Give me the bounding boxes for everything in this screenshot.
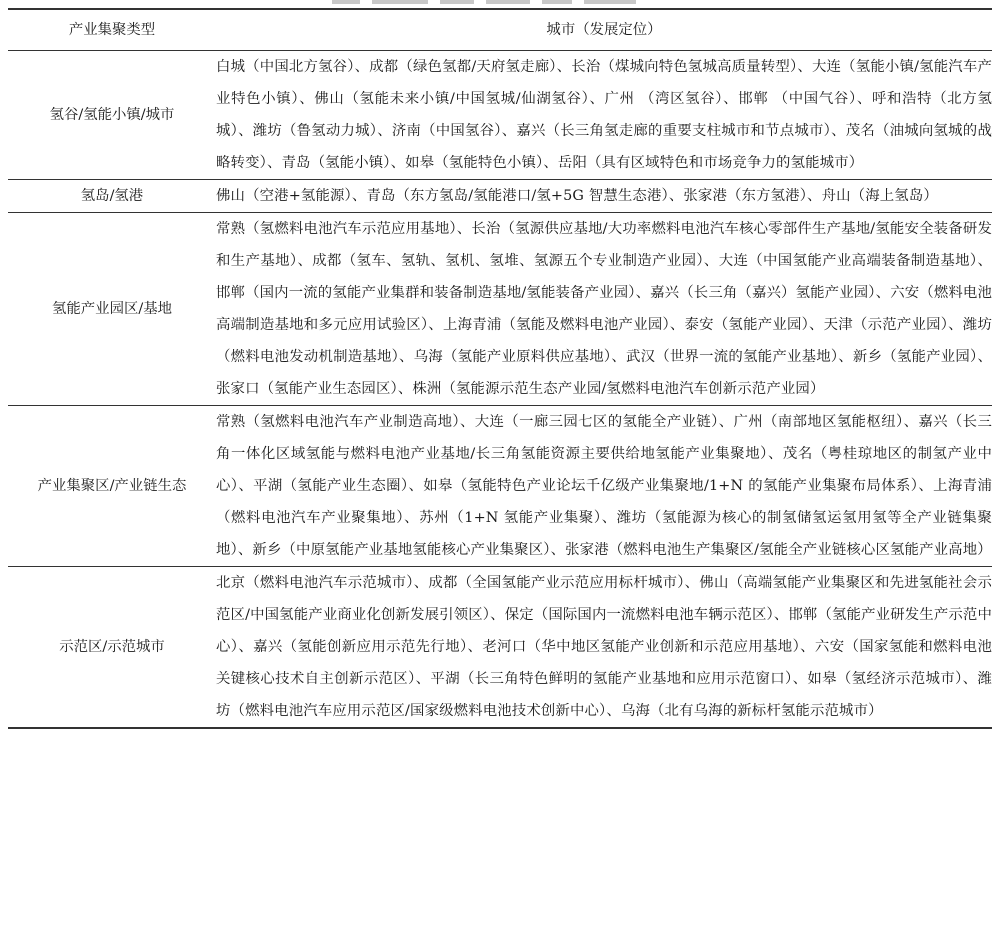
city-list-cell: 常熟（氢燃料电池汽车示范应用基地）、长治（氢源供应基地/大功率燃料电池汽车核心零部件生产基地/氢能安全装备研发和生产基地）、成都（氢车、氢轨、氢机、氢堆、氢源五个专业制造产业园）、大连（中国氢能产业高端装备制造基地）、邯郸（国内一流的氢能产业集群和装备制造基地/氢能装备产业园）、嘉兴（长三角（嘉兴）氢能产业园）、六安（燃料电池高端制造基地和多元应用试验区）、上海青浦（氢能及燃料电池产业园）、泰安（氢能产业园）、天津（示范产业园）、潍坊（燃料电池发动机制造基地）、乌海（氢能产业原料供应基地）、武汉（世界一流的氢能产业基地）、新乡（氢能产业园）、张家口（氢能产业生态园区）、株洲（氢能源示范生态产业园/氢燃料电池汽车创新示范产业园）: [216, 221, 992, 397]
city-list-cell: 白城（中国北方氢谷）、成都（绿色氢都/天府氢走廊）、长治（煤城向特色氢城高质量转型）、大连（氢能小镇/氢能汽车产业特色小镇）、佛山（氢能未来小镇/中国氢城/仙湖氢谷）、广州 （湾区氢谷）、邯郸 （中国气谷）、呼和浩特（北方氢城）、潍坊（鲁氢动力城）、济南（中国氢谷）、嘉兴（长三角氢走廊的重要支柱城市和节点城市）、茂名（油城向氢城的战略转变）、青岛（氢能小镇）、如皋（氢能特色小镇）、岳阳（具有区域特色和市场竞争力的氢能城市）: [216, 59, 992, 171]
city-list-cell: 常熟（氢燃料电池汽车产业制造高地）、大连（一廊三园七区的氢能全产业链）、广州（南部地区氢能枢纽）、嘉兴（长三角一体化区域氢能与燃料电池产业基地/长三角氢能资源主要供给地氢能产业集聚地）、茂名（粤桂琼地区的制氢产业中心）、平湖（氢能产业生态圈）、如皋（氢能特色产业论坛千亿级产业集聚地/1+N 的氢能产业集聚布局体系）、上海青浦（燃料电池汽车产业聚集地）、苏州（1+N 氢能产业集聚）、潍坊（氢能源为核心的制氢储氢运氢用氢等全产业链集聚地）、新乡（中原氢能产业基地氢能核心产业集聚区）、张家港（燃料电池生产集聚区/氢能全产业链核心区氢能产业高地）: [216, 414, 992, 558]
cluster-type-cell: 示范区/示范城市: [59, 639, 165, 655]
cluster-type-cell: 氢岛/氢港: [80, 188, 144, 204]
cluster-type-cell: 氢能产业园区/基地: [52, 301, 172, 317]
header-industry-cluster-type: 产业集聚类型: [68, 22, 156, 38]
city-list-cell: 北京（燃料电池汽车示范城市）、成都（全国氢能产业示范应用标杆城市）、佛山（高端氢能产业集聚区和先进氢能社会示范区/中国氢能产业商业化创新发展引领区）、保定（国际国内一流燃料电池车辆示范区）、邯郸（氢能产业研发生产示范中心）、嘉兴（氢能创新应用示范先行地）、老河口（华中地区氢能产业创新和示范应用基地）、六安（国家氢能和燃料电池关键核心技术自主创新示范区）、平湖（长三角特色鲜明的氢能产业基地和应用示范窗口）、如皋（氢经济示范城市）、潍坊（燃料电池汽车应用示范区/国家级燃料电池技术创新中心）、乌海（北有乌海的新标杆氢能示范城市）: [216, 575, 992, 719]
city-list-cell: 佛山（空港+氢能源）、青岛（东方氢岛/氢能港口/氢+5G 智慧生态港）、张家港（东方氢港）、舟山（海上氢岛）: [216, 188, 938, 204]
table-row: [8, 213, 992, 406]
cluster-type-cell: 产业集聚区/产业链生态: [37, 478, 187, 494]
table-row: [8, 567, 992, 729]
cluster-type-cell: 氢谷/氢能小镇/城市: [49, 107, 175, 123]
table-row: [8, 51, 992, 180]
cropped-caption-remnant: [0, 0, 1000, 6]
hydrogen-cluster-table: [8, 8, 992, 729]
table-row: [8, 406, 992, 567]
table-row: [8, 180, 992, 213]
table-header-row: [8, 9, 992, 51]
header-city-positioning: 城市（发展定位）: [546, 22, 662, 38]
